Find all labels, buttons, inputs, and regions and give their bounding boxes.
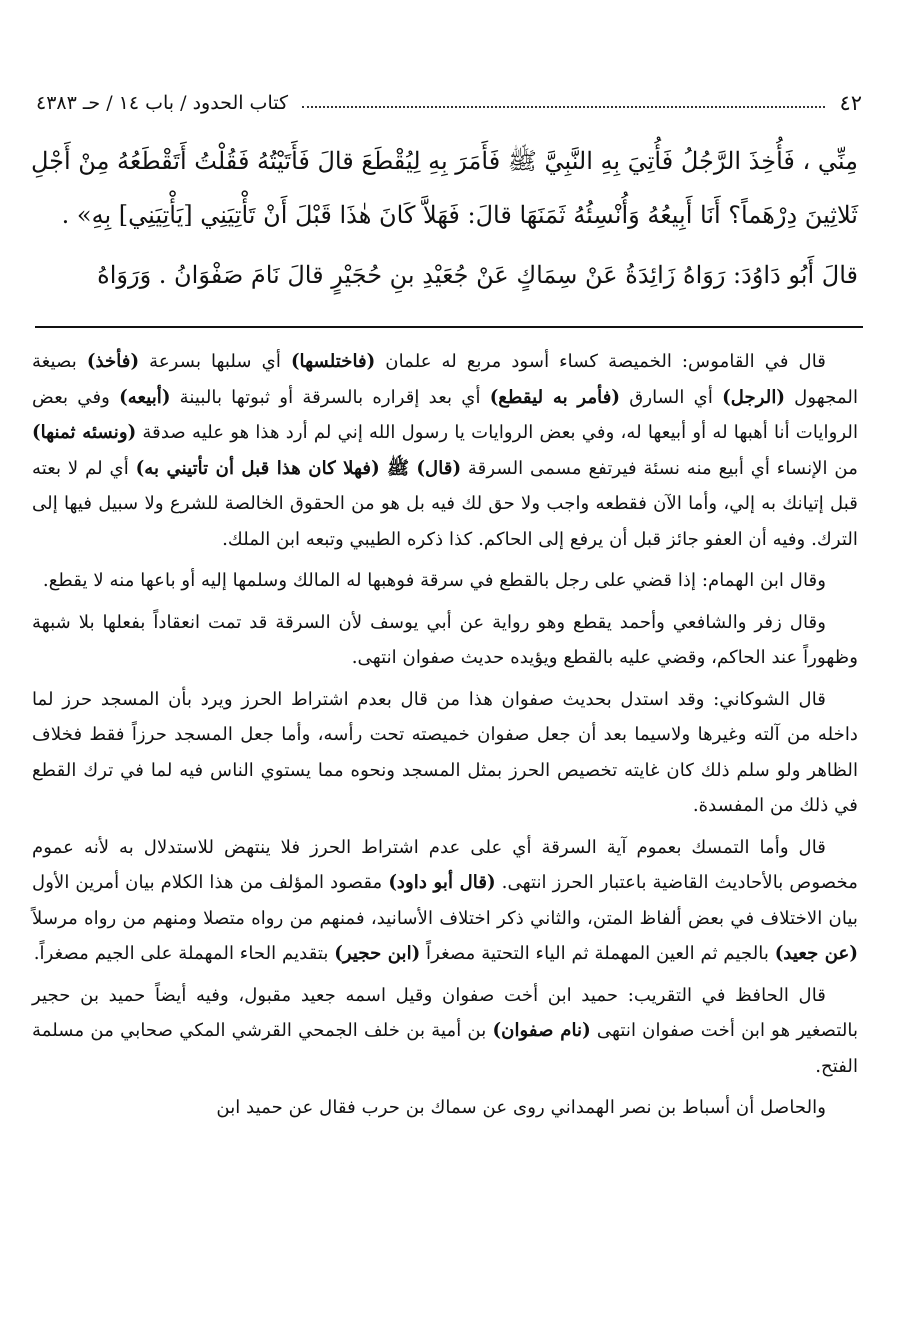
bold-term: (فأخذ)	[86, 351, 140, 372]
bold-term: (ابن حجير)	[334, 943, 421, 964]
commentary-paragraph	[32, 830, 858, 972]
hadith-text	[30, 134, 858, 302]
text-run: بن أمية بن خلف الجمحي القرشي المكي صحابي من مسلمة الفتح.	[32, 1020, 858, 1077]
commentary-paragraph: وقال زفر والشافعي وأحمد يقطع وهو رواية عن أبي يوسف لأن السرقة قد تمت انعقاداً بفعلها بلا شبهة وظهوراً عند الحاكم، وقضي عليه بالقطع ويؤيده حديث صفوان انتهى.	[32, 611, 858, 668]
hadith-line: مِنِّي ، فَأُخِذَ الرَّجُلُ فَأُتِيَ بِهِ النَّبِيَّ ﷺ فَأَمَرَ بِهِ لِيُقْطَعَ قالَ فَأَتَيْتُهُ فَقُلْتُ أَتَقْطَعُهُ مِنْ أَجْلِ	[30, 147, 858, 175]
text-run: مقصود المؤلف من هذا الكلام بيان أمرين الأول بيان الاختلاف في بعض ألفاظ المتن، والثاني ذكر اختلاف الأسانيد، فمنهم من رواه متصلا ومنهم من رواه مرسلاً	[32, 872, 858, 929]
footnote-divider	[35, 326, 863, 328]
bold-term: (فأمر به ليقطع)	[489, 386, 621, 408]
text-run: أي لم لا بعته قبل إتيانك به إلي، وأما الآن فقطعه واجب ولا حق لك فيه بل هو من الحقوق الخالصة للشرع ولا سبيل فيها إلى الترك. وفيه أن العفو جائز قبل أن يرفع إلى الحاكم. كذا ذكره الطيبي وتبعه ابن الملك.	[32, 457, 858, 550]
text-run: أي السارق	[620, 386, 723, 408]
hadith-line: قالَ أَبُو دَاوُدَ: رَوَاهُ زَائِدَةُ عَنْ سِمَاكٍ عَنْ جُعَيْدِ بنِ حُجَيْرٍ قالَ نَامَ صَفْوَانُ . وَرَوَاهُ	[97, 261, 858, 289]
text-run: بتقديم الحاء المهملة على الجيم مصغراً.	[33, 943, 335, 964]
commentary	[32, 344, 858, 1312]
text-run: وفي بعض الروايات أنا أهبها له أو أبيعها له، وفي بعض الروايات يا رسول الله إني لم أرد هذا هو عليه صدقة	[32, 386, 858, 443]
bold-term: (ونسئه ثمنها)	[32, 422, 137, 443]
text-run: بالجيم ثم العين المهملة ثم الياء التحتية مصغراً	[420, 943, 775, 964]
commentary-paragraph	[32, 344, 858, 557]
bold-term: (الرجل)	[722, 386, 785, 408]
bold-term: (فاختلسها)	[290, 351, 376, 372]
text-run: أي بعد إقراره بالسرقة أو ثبوتها بالبينة	[170, 386, 490, 408]
bold-term: (نام صفوان)	[492, 1020, 591, 1041]
text-run: قال الحافظ في التقريب: حميد ابن أخت صفوان وقيل اسمه جعيد مقبول، وفيه أيضاً حميد بن حجير بالتصغير هو ابن أخت صفوان انتهى	[32, 984, 859, 1041]
text-run: أي سلبها بسرعة	[139, 351, 291, 372]
commentary-paragraph: والحاصل أن أسباط بن نصر الهمداني روى عن سماك بن حرب فقال عن حميد ابن	[216, 1097, 826, 1118]
page-header	[36, 86, 862, 120]
bold-term: (قال) ﷺ (فهلا كان هذا قبل أن تأتيني به)	[135, 457, 462, 479]
bold-term: (قال أبو داود)	[388, 872, 496, 893]
commentary-paragraph: قال الشوكاني: وقد استدل بحديث صفوان هذا من قال بعدم اشتراط الحرز ويرد بأن المسجد حرز لما داخله من آلته وغيرها ولاسيما بعد أن جعل صفوان خميصته تحت رأسه، وأما جعل المسجد حرزاً فقط فخلاف الظاهر ولو سلم ذلك كان غايته تخصيص الحرز بمثل المسجد ونحوه مما يستوي الناس فيه لما في ترك القطع في ذلك من المفسدة.	[32, 688, 858, 816]
text-run: قال وأما التمسك بعموم آية السرقة أي على عدم اشتراط الحرز فلا ينتهض للاستدلال به لأنه عموم مخصوص بالأحاديث القاضية باعتبار الحرز انتهى.	[32, 836, 858, 893]
commentary-paragraph: وقال ابن الهمام: إذا قضي على رجل بالقطع في سرقة فوهبها له المالك وسلمها إليه أو باعها منه لا يقطع.	[42, 570, 826, 591]
text-run: بصيغة المجهول	[32, 351, 859, 408]
text-run: قال في القاموس: الخميصة كساء أسود مربع له علمان	[375, 351, 826, 372]
page-number: ٤٢	[839, 91, 862, 115]
text-run: من الإنساء أي أبيع منه نسئة فيرتفع مسمى السرقة	[461, 457, 859, 479]
running-title: كتاب الحدود / باب ١٤ / حـ ٤٣٨٣	[36, 92, 289, 114]
hadith-line: ثَلاثِينَ دِرْهَماً؟ أَنَا أَبِيعُهُ وَأُنْسِئُهُ ثَمَنَهَا قالَ: فَهَلاَّ كَانَ هٰذَا قَبْلَ أَنْ تَأْتِيَنِي [يَأْتِيَنِي] بِهِ» .	[61, 201, 858, 229]
dotted-leader	[302, 106, 825, 108]
bold-term: (أبيعه)	[119, 386, 171, 408]
commentary-paragraph	[32, 978, 858, 1085]
bold-term: (عن جعيد)	[774, 943, 858, 964]
